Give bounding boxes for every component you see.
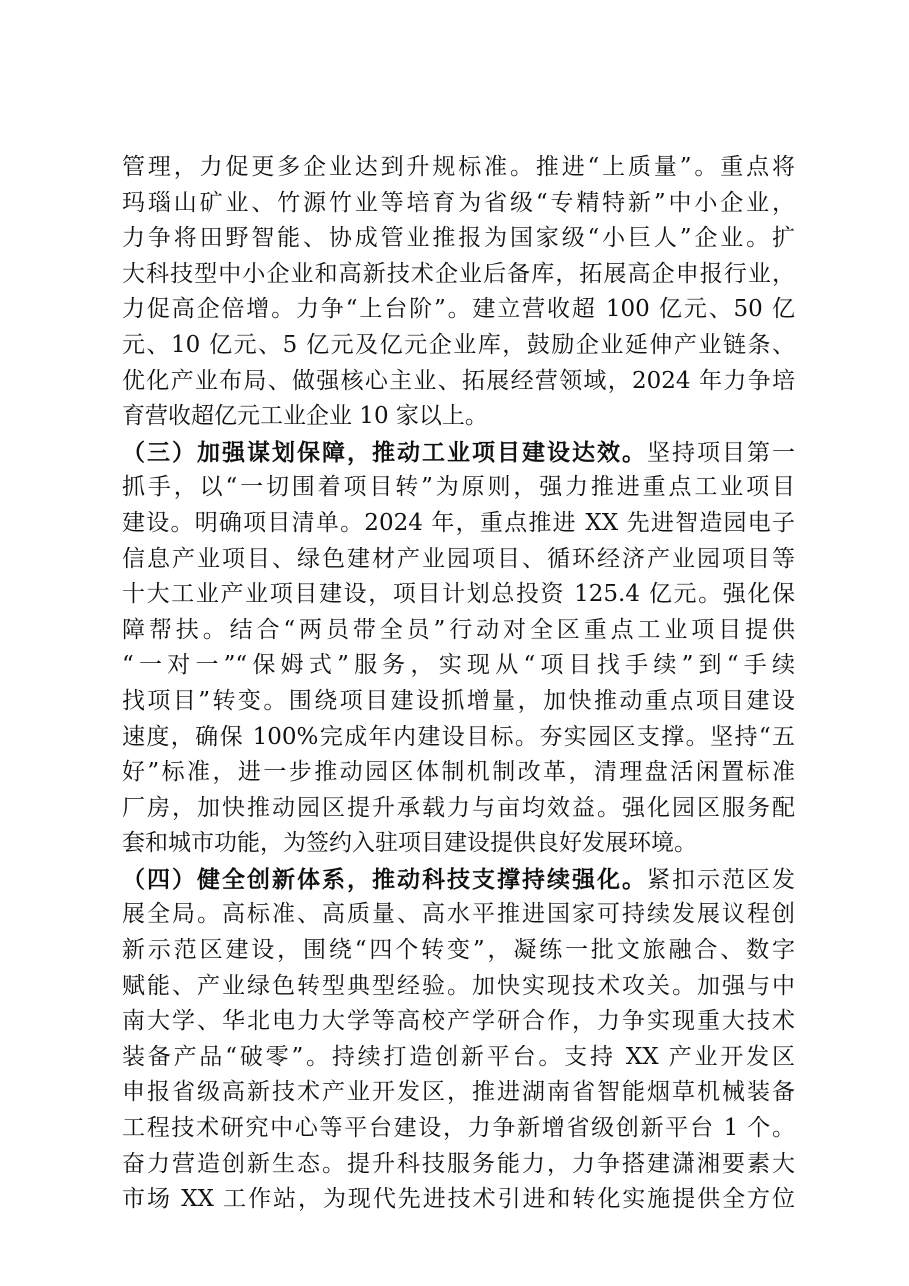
- text-line: “一对一”“保姆式”服务，实现从“项目找手续”到“手续: [122, 652, 795, 679]
- text-line-first: [122, 435, 795, 471]
- text-line: 信息产业项目、绿色建材产业园项目、循环经济产业园项目等: [122, 545, 795, 572]
- text-run: 坚持项目第一: [647, 439, 795, 466]
- text-line: 障帮扶。结合“两员带全员”行动对全区重点工业项目提供: [122, 616, 795, 643]
- text-line: 力争将田野智能、协成管业推报为国家级“小巨人”企业。扩: [122, 225, 795, 252]
- text-line: 大科技型中小企业和高新技术企业后备库，拓展高企申报行业，: [122, 260, 795, 287]
- section-heading-4: （四）健全创新体系，推动科技支撑持续强化。: [122, 865, 647, 893]
- text-line-first: [122, 862, 795, 898]
- text-line: 管理，力促更多企业达到升规标准。推进“上质量”。重点将: [122, 154, 795, 180]
- paragraph-1: [122, 150, 795, 435]
- text-line: 南大学、华北电力大学等高校产学研合作，力争实现重大技术: [122, 1008, 795, 1035]
- text-line: 套和城市功能，为签约入驻项目建设提供良好发展环境。: [122, 830, 697, 857]
- paragraph-3: [122, 862, 795, 1218]
- text-line: 力促高企倍增。力争“上台阶”。建立营收超 100 亿元、50 亿: [122, 296, 795, 323]
- paragraph-2: [122, 435, 795, 862]
- text-line: 新示范区建设，围绕“四个转变”，凝练一批文旅融合、数字: [122, 937, 795, 964]
- text-line: 抓手，以“一切围着项目转”为原则，强力推进重点工业项目: [122, 474, 795, 501]
- text-line: 奋力营造创新生态。提升科技服务能力，力争搭建潇湘要素大: [122, 1150, 795, 1177]
- text-line: 市场 XX 工作站，为现代先进技术引进和转化实施提供全方位: [122, 1186, 795, 1213]
- text-line: 厂房，加快推动园区提升承载力与亩均效益。强化园区服务配: [122, 794, 795, 821]
- text-line: 速度，确保 100%完成年内建设目标。夯实园区支撑。坚持“五: [122, 723, 795, 750]
- text-line: 元、10 亿元、5 亿元及亿元企业库，鼓励企业延伸产业链条、: [122, 331, 795, 358]
- text-run: 紧扣示范区发: [647, 866, 795, 893]
- section-heading-3: （三）加强谋划保障，推动工业项目建设达效。: [122, 438, 647, 466]
- text-line: 装备产品“破零”。持续打造创新平台。支持 XX 产业开发区: [122, 1043, 795, 1070]
- text-line: 工程技术研究中心等平台建设，力争新增省级创新平台 1 个。: [122, 1115, 795, 1142]
- text-line: 申报省级高新技术产业开发区，推进湖南省智能烟草机械装备: [122, 1079, 795, 1106]
- text-line: 优化产业布局、做强核心主业、拓展经营领域，2024 年力争培: [122, 367, 795, 394]
- body-text: [122, 150, 795, 1218]
- text-line: 找项目”转变。围绕项目建设抓增量，加快推动重点项目建设: [122, 687, 795, 714]
- text-line: 赋能、产业绿色转型典型经验。加快实现技术攻关。加强与中: [122, 972, 795, 999]
- text-line: 建设。明确项目清单。2024 年，重点推进 XX 先进智造园电子: [122, 509, 795, 536]
- text-line: 展全局。高标准、高质量、高水平推进国家可持续发展议程创: [122, 901, 795, 928]
- text-line: 十大工业产业项目建设，项目计划总投资 125.4 亿元。强化保: [122, 581, 795, 608]
- text-line: 好”标准，进一步推动园区体制机制改革，清理盘活闲置标准: [122, 759, 795, 786]
- text-line: 玛瑙山矿业、竹源竹业等培育为省级“专精特新”中小企业，: [122, 189, 795, 216]
- text-line: 育营收超亿元工业企业 10 家以上。: [122, 403, 488, 430]
